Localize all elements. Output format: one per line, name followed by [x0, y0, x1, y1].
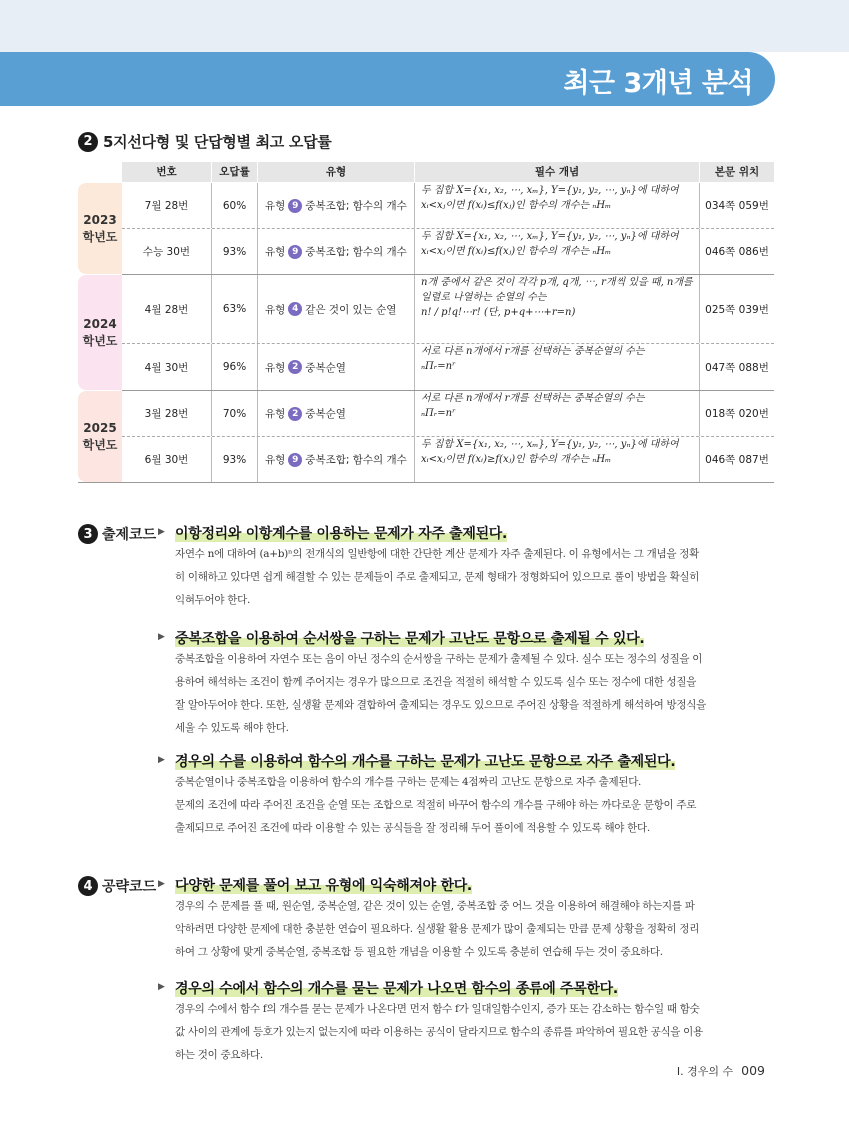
paragraph-line: 하는 것이 중요하다. [175, 1049, 263, 1061]
table-bottom-border [78, 482, 774, 483]
chapter-label: I. 경우의 수 [676, 1065, 734, 1078]
paragraph [175, 895, 775, 964]
paragraph-line: 세울 수 있도록 해야 한다. [175, 722, 289, 734]
paragraph-line: 하여 그 상황에 맞게 중복순열, 중복조합 등 필요한 개념을 이용할 수 있도록 충분히 연습해 두는 것이 중요하다. [175, 946, 663, 958]
row-position: 046쪽 086번 [705, 246, 769, 258]
section4-heading [78, 876, 156, 896]
row-number: 7월 28번 [122, 183, 212, 228]
headline [175, 523, 507, 543]
table-row [122, 275, 774, 343]
row-concept [415, 437, 700, 482]
headline [175, 875, 472, 895]
concept-line: xᵢ<xⱼ이면 f(xᵢ)≤f(xⱼ)인 함수의 개수는 ₙHₘ [421, 200, 612, 211]
paragraph-line: 용하여 해석하는 조건이 함께 주어지는 경우가 많으므로 조건을 적절히 해석할 수 있도록 실수 또는 정수에 대한 성질을 [175, 676, 697, 688]
bullet-triangle-icon: ▶ [158, 982, 165, 992]
headline [175, 751, 675, 771]
type-name: 중복조합; 함수의 개수 [305, 246, 407, 258]
title-bar [0, 52, 775, 106]
type-prefix: 유형 [265, 303, 286, 316]
type-prefix: 유형 [265, 408, 286, 420]
year-suffix: 학년도 [82, 229, 118, 244]
concept-line: 서로 다른 n개에서 r개를 선택하는 중복순열의 수는 [421, 346, 645, 357]
headline-text: 경우의 수에서 함수의 개수를 묻는 문제가 나오면 함수의 종류에 주목한다. [175, 981, 618, 997]
bullet-triangle-icon: ▶ [158, 632, 165, 642]
row-number: 6월 30번 [122, 437, 212, 482]
col-rate: 오답률 [212, 162, 258, 182]
col-number: 번호 [122, 162, 212, 182]
concept-line: ₙΠᵣ=nʳ [421, 408, 456, 419]
headline-text: 중복조합을 이용하여 순서쌍을 구하는 문제가 고난도 문항으로 출제될 수 있다. [175, 631, 645, 647]
paragraph-line: 경우의 수에서 함수 f의 개수를 묻는 문제가 나온다면 먼저 함수 f가 일대일함수인지, 증가 또는 감소하는 함수일 때 함숫 [175, 1003, 700, 1015]
type-number-badge: 9 [288, 453, 302, 467]
row-type [258, 275, 415, 343]
year-suffix: 학년도 [82, 333, 118, 348]
page-footer [677, 1063, 765, 1079]
table-row [122, 437, 774, 482]
section-number: 2 [78, 132, 98, 152]
concept-line: xᵢ<xⱼ이면 f(xᵢ)≤f(xⱼ)인 함수의 개수는 ₙHₘ [421, 246, 612, 257]
table-row [122, 344, 774, 390]
page-title: 최근 3개년 분석 [563, 68, 753, 99]
section-number: 3 [78, 524, 98, 544]
year-2025 [78, 391, 122, 482]
year-label: 2025 [83, 420, 117, 435]
paragraph-line: 익혀두어야 한다. [175, 594, 250, 606]
row-concept [415, 183, 700, 228]
row-rate: 60% [212, 183, 258, 228]
type-number-badge: 4 [288, 302, 302, 316]
type-number-badge: 2 [288, 407, 302, 421]
concept-line: ₙΠᵣ=nʳ [421, 361, 456, 372]
type-prefix: 유형 [265, 454, 286, 466]
headline-text: 경우의 수를 이용하여 함수의 개수를 구하는 문제가 고난도 문항으로 자주 출제된다. [175, 754, 676, 770]
bullet-triangle-icon: ▶ [158, 527, 165, 537]
paragraph [175, 998, 775, 1067]
row-number: 3월 28번 [122, 391, 212, 436]
year-suffix: 학년도 [82, 437, 118, 452]
type-number-badge: 9 [288, 199, 302, 213]
concept-line: xᵢ<xⱼ이면 f(xᵢ)≥f(xⱼ)인 함수의 개수는 ₙHₘ [421, 454, 612, 465]
year-2024 [78, 275, 122, 390]
type-prefix: 유형 [265, 246, 286, 258]
section-number: 4 [78, 876, 98, 896]
row-concept [415, 344, 700, 390]
year-2023 [78, 183, 122, 274]
type-name: 중복조합; 함수의 개수 [305, 454, 407, 466]
row-concept [415, 275, 700, 343]
table-row [122, 229, 774, 274]
type-name: 같은 것이 있는 순열 [305, 303, 397, 316]
type-name: 중복순열 [305, 361, 346, 374]
type-number-badge: 2 [288, 360, 302, 374]
table-row [122, 183, 774, 228]
row-rate: 93% [212, 437, 258, 482]
row-type [258, 229, 415, 274]
concept-line: 일렬로 나열하는 순열의 수는 [421, 292, 547, 303]
table-row [122, 391, 774, 436]
section3-heading [78, 524, 156, 544]
row-type [258, 391, 415, 436]
section2-heading [78, 131, 332, 152]
row-number: 수능 30번 [122, 229, 212, 274]
paragraph [175, 648, 775, 740]
row-rate: 96% [212, 344, 258, 390]
paragraph-line: 값 사이의 관계에 등호가 있는지 없는지에 따라 이용하는 공식이 달라지므로 함수의 종류를 파악하여 필요한 공식을 이용 [175, 1026, 703, 1038]
row-type [258, 437, 415, 482]
type-number-badge: 9 [288, 245, 302, 259]
paragraph-line: 히 이해하고 있다면 쉽게 해결할 수 있는 문제들이 주로 출제되고, 문제 형태가 정형화되어 있으므로 풀이 방법을 확실히 [175, 571, 700, 583]
paragraph-line: 자연수 n에 대하여 (a+b)ⁿ의 전개식의 일반항에 대한 간단한 계산 문제가 자주 출제된다. 이 유형에서는 그 개념을 정확 [175, 548, 699, 560]
headline-text: 다양한 문제를 풀어 보고 유형에 익숙해져야 한다. [175, 878, 472, 894]
paragraph-line: 중복조합을 이용하여 자연수 또는 음이 아닌 정수의 순서쌍을 구하는 문제가 출제될 수 있다. 실수 또는 정수의 성질을 이 [175, 653, 703, 665]
concept-line: 두 집합 X={x₁, x₂, ⋯, xₘ}, Y={y₁, y₂, ⋯, yₙ}에 대하여 [421, 185, 679, 196]
headline [175, 978, 618, 998]
year-label: 2024 [83, 316, 117, 331]
section-code-label: 출제코드 [102, 527, 157, 543]
row-rate: 63% [212, 275, 258, 343]
row-rate: 93% [212, 229, 258, 274]
table-header [122, 162, 774, 182]
concept-line: 서로 다른 n개에서 r개를 선택하는 중복순열의 수는 [421, 393, 645, 404]
top-band [0, 0, 849, 52]
row-type [258, 344, 415, 390]
concept-line: 두 집합 X={x₁, x₂, ⋯, xₘ}, Y={y₁, y₂, ⋯, yₙ}에 대하여 [421, 439, 679, 450]
row-position: 025쪽 039번 [705, 303, 769, 316]
paragraph-line: 중복순열이나 중복조합을 이용하여 함수의 개수를 구하는 문제는 4점짜리 고난도 문항으로 자주 출제된다. [175, 776, 642, 788]
type-name: 중복조합; 함수의 개수 [305, 200, 407, 212]
page-number: 009 [741, 1063, 765, 1078]
col-type: 유형 [258, 162, 415, 182]
headline-text: 이항정리와 이항계수를 이용하는 문제가 자주 출제된다. [175, 526, 508, 542]
row-position: 047쪽 088번 [705, 361, 769, 374]
concept-line: n! / p!q!⋯r! (단, p+q+⋯+r=n) [421, 307, 576, 318]
section-code-label: 공략코드 [102, 879, 157, 895]
type-name: 중복순열 [305, 408, 346, 420]
year-label: 2023 [83, 212, 117, 227]
paragraph-line: 악하려면 다양한 문제에 대한 충분한 연습이 필요하다. 실생활 활용 문제가 많이 출제되는 만큼 문제 상황을 정확히 정리 [175, 923, 700, 935]
type-prefix: 유형 [265, 361, 286, 374]
section-title: 5지선다형 및 단답형별 최고 오답률 [103, 133, 332, 151]
paragraph [175, 543, 775, 612]
row-rate: 70% [212, 391, 258, 436]
headline [175, 628, 644, 648]
row-position: 046쪽 087번 [705, 454, 769, 466]
row-concept [415, 391, 700, 436]
paragraph-line: 출제되므로 주어진 조건에 따라 이용할 수 있는 공식들을 잘 정리해 두어 풀이에 적용할 수 있도록 해야 한다. [175, 822, 650, 834]
col-position: 본문 위치 [714, 166, 760, 178]
paragraph-line: 경우의 수 문제를 풀 때, 원순열, 중복순열, 같은 것이 있는 순열, 중복조합 중 어느 것을 이용하여 해결해야 하는지를 파 [175, 900, 695, 912]
paragraph-line: 잘 알아두어야 한다. 또한, 실생활 문제와 결합하여 출제되는 경우도 있으므로 주어진 상황을 적절하게 해석하여 방정식을 [175, 699, 706, 711]
row-number: 4월 28번 [122, 275, 212, 343]
concept-line: n개 중에서 같은 것이 각각 p개, q개, ⋯, r개씩 있을 때, n개를 [421, 277, 693, 288]
row-position: 018쪽 020번 [705, 408, 769, 420]
concept-line: 두 집합 X={x₁, x₂, ⋯, xₘ}, Y={y₁, y₂, ⋯, yₙ}에 대하여 [421, 231, 679, 242]
paragraph-line: 문제의 조건에 따라 주어진 조건을 순열 또는 조합으로 적절히 바꾸어 함수의 개수를 구해야 하는 까다로운 문항이 주로 [175, 799, 697, 811]
bullet-triangle-icon: ▶ [158, 879, 165, 889]
row-concept [415, 229, 700, 274]
paragraph [175, 771, 775, 840]
row-type [258, 183, 415, 228]
row-number: 4월 30번 [122, 344, 212, 390]
row-position: 034쪽 059번 [705, 200, 769, 212]
col-concept: 필수 개념 [415, 162, 700, 182]
bullet-triangle-icon: ▶ [158, 755, 165, 765]
type-prefix: 유형 [265, 200, 286, 212]
